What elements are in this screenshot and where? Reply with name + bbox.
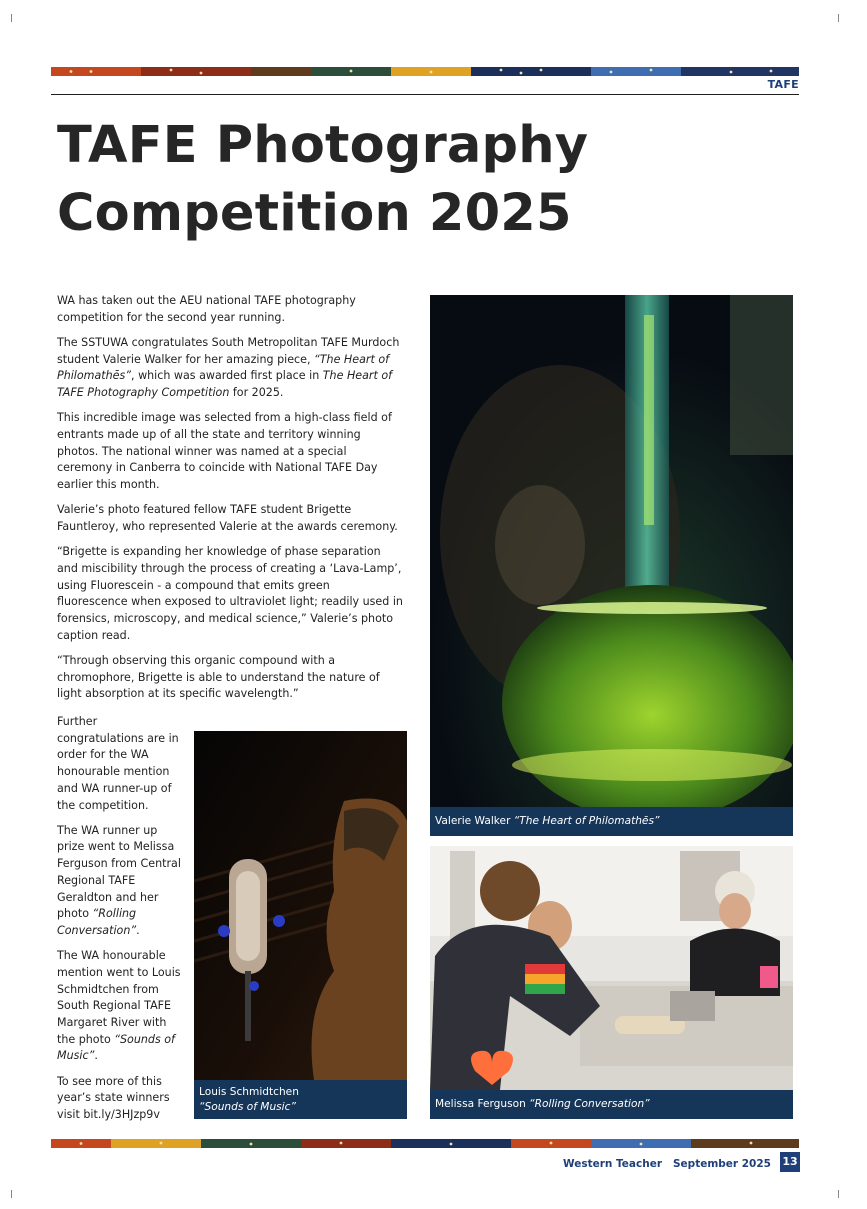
paragraph: This incredible image was selected from a high-class field of entrants made up of all the state and territory winning photos. The national winner was named at a special ceremony in Canberra to coincide with National TAFE Day earlier this month.	[57, 411, 392, 492]
crop-mark	[838, 14, 839, 22]
photo-sounds-of-music	[194, 731, 407, 1080]
title-line-1: TAFE Photography	[57, 116, 589, 175]
paragraph: To see more of this year’s state winners visit bit.ly/3HJzp9v	[57, 1074, 170, 1121]
paragraph: “Brigette is expanding her knowledge of phase separation and miscibility through the process of creating a ‘Lava-Lamp’, using Fluorescein - a compound that emits green fluorescence when exposed to ultraviolet light; readily used in forensics, microscopy, and medical science,” Valerie’s photo caption read.	[57, 545, 403, 642]
caption-valerie: Valerie Walker “The Heart of Philomathēs”	[430, 807, 793, 836]
bottom-pattern-band	[51, 1139, 799, 1148]
paragraph: WA has taken out the AEU national TAFE photography competition for the second year running.	[57, 294, 356, 324]
caption-melissa: Melissa Ferguson “Rolling Conversation”	[430, 1090, 793, 1119]
header-rule	[51, 94, 799, 95]
paragraph: The WA honourable mention went to Louis Schmidtchen from South Regional TAFE Margaret River with the photo “Sounds of Music”.	[57, 949, 181, 1063]
article-body-narrow	[57, 714, 185, 1132]
crop-mark	[838, 1190, 839, 1198]
caption-louis: Louis Schmidtchen “Sounds of Music”	[194, 1080, 407, 1119]
crop-mark	[11, 1190, 12, 1198]
paragraph: Valerie’s photo featured fellow TAFE student Brigette Fauntleroy, who represented Valerie at the awards ceremony.	[57, 503, 398, 533]
section-label: TAFE	[767, 78, 799, 91]
paragraph: Further congratulations are in order for the WA honourable mention and WA runner-up of the competition.	[57, 715, 179, 812]
photo-rolling-conversation	[430, 846, 793, 1090]
publication-name: Western Teacher	[563, 1158, 663, 1170]
title-line-2: Competition 2025	[57, 184, 572, 243]
article-title	[57, 112, 617, 248]
paragraph: The WA runner up prize went to Melissa Ferguson from Central Regional TAFE Geraldton and her photo “Rolling Conversation”.	[57, 823, 181, 937]
photo-heart-of-philomathes	[430, 295, 793, 807]
article-body	[57, 293, 403, 711]
page-number: 13	[780, 1152, 800, 1172]
top-pattern-band	[51, 67, 799, 76]
crop-mark	[11, 14, 12, 22]
paragraph: The SSTUWA congratulates South Metropolitan TAFE Murdoch student Valerie Walker for her amazing piece, “The Heart of Philomathēs”, which was awarded first place in The Heart of TAFE Photography Competition for 2025.	[57, 335, 400, 400]
issue-date: September 2025	[673, 1158, 771, 1170]
paragraph: “Through observing this organic compound with a chromophore, Brigette is able to understand the nature of light absorption at its specific wavelength.”	[57, 653, 380, 701]
